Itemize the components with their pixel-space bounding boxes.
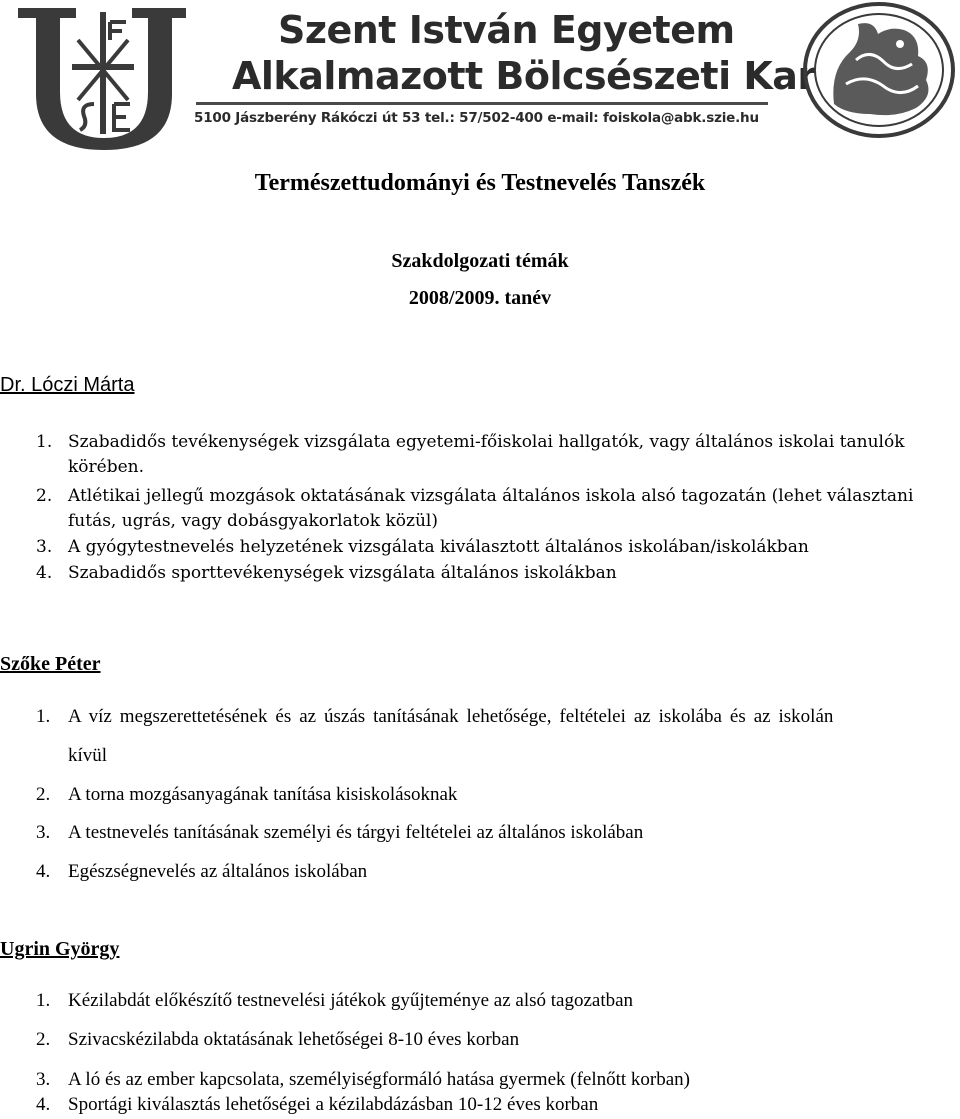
topic-text: Kézilabdát előkészítő testnevelési játékok gyűjteménye az alsó tagozatban bbox=[68, 990, 634, 1011]
topic-number: 3. bbox=[36, 1069, 51, 1090]
topic-number: 2. bbox=[36, 784, 51, 805]
topic-text: Egészségnevelés az általános iskolában bbox=[68, 861, 368, 882]
topic-text: Atlétikai jellegű mozgások oktatásának vizsgálata általános iskola alsó tagozatán (lehet választani bbox=[68, 486, 914, 506]
academic-year: 2008/2009. tanév bbox=[408, 287, 552, 309]
topic-text-continued: kívül bbox=[68, 745, 108, 766]
griffin-emblem-icon bbox=[800, 0, 958, 140]
topic-text: Sportági kiválasztás lehetőségei a kézilabdázásban 10-12 éves korban bbox=[68, 1094, 599, 1115]
topic-number: 2. bbox=[36, 1029, 51, 1050]
document-subtitle: Szakdolgozati témák bbox=[391, 250, 569, 272]
topic-number: 3. bbox=[36, 822, 51, 843]
topic-number: 3. bbox=[36, 537, 53, 557]
topic-number: 1. bbox=[36, 990, 51, 1011]
university-name: Szent István Egyetem bbox=[278, 8, 735, 52]
topic-text: A víz megszerettetésének és az úszás tanításának lehetősége, feltételei az iskolába és az iskolán bbox=[68, 706, 834, 727]
topic-number: 1. bbox=[36, 432, 53, 452]
topic-text: A testnevelés tanításának személyi és tárgyi feltételei az általános iskolában bbox=[68, 822, 644, 843]
topic-text: A torna mozgásanyagának tanítása kisiskolásoknak bbox=[68, 784, 458, 805]
topic-number: 4. bbox=[36, 1094, 51, 1115]
teacher-name: Dr. Lóczi Márta bbox=[0, 374, 135, 396]
topic-text: Szabadidős sporttevékenységek vizsgálata általános iskolákban bbox=[68, 563, 617, 583]
faculty-name: Alkalmazott Bölcsészeti Kar bbox=[232, 54, 816, 98]
department-title: Természettudományi és Testnevelés Tanszék bbox=[254, 170, 706, 196]
teacher-name: Szőke Péter bbox=[0, 653, 101, 675]
topic-text-continued: futás, ugrás, vagy dobásgyakorlatok közül) bbox=[68, 511, 438, 531]
contact-address: 5100 Jászberény Rákóczi út 53 tel.: 57/502-400 e-mail: foiskola@abk.szie.hu bbox=[194, 110, 759, 126]
university-logo-icon bbox=[14, 4, 190, 152]
teacher-name: Ugrin György bbox=[0, 938, 120, 960]
topic-text: A ló és az ember kapcsolata, személyiségformáló hatása gyermek (felnőtt korban) bbox=[68, 1069, 691, 1090]
letterhead bbox=[0, 0, 960, 150]
topic-text: A gyógytestnevelés helyzetének vizsgálata kiválasztott általános iskolában/iskolákban bbox=[68, 537, 809, 557]
topic-text: Szabadidős tevékenységek vizsgálata egyetemi-főiskolai hallgatók, vagy általános iskolai tanulók bbox=[68, 432, 905, 452]
header-divider bbox=[196, 102, 768, 105]
topic-number: 2. bbox=[36, 486, 53, 506]
topic-number: 4. bbox=[36, 861, 51, 882]
topic-text-continued: körében. bbox=[68, 457, 145, 477]
topic-number: 1. bbox=[36, 706, 51, 727]
topic-number: 4. bbox=[36, 563, 53, 583]
topic-text: Szivacskézilabda oktatásának lehetőségei 8-10 éves korban bbox=[68, 1029, 520, 1050]
